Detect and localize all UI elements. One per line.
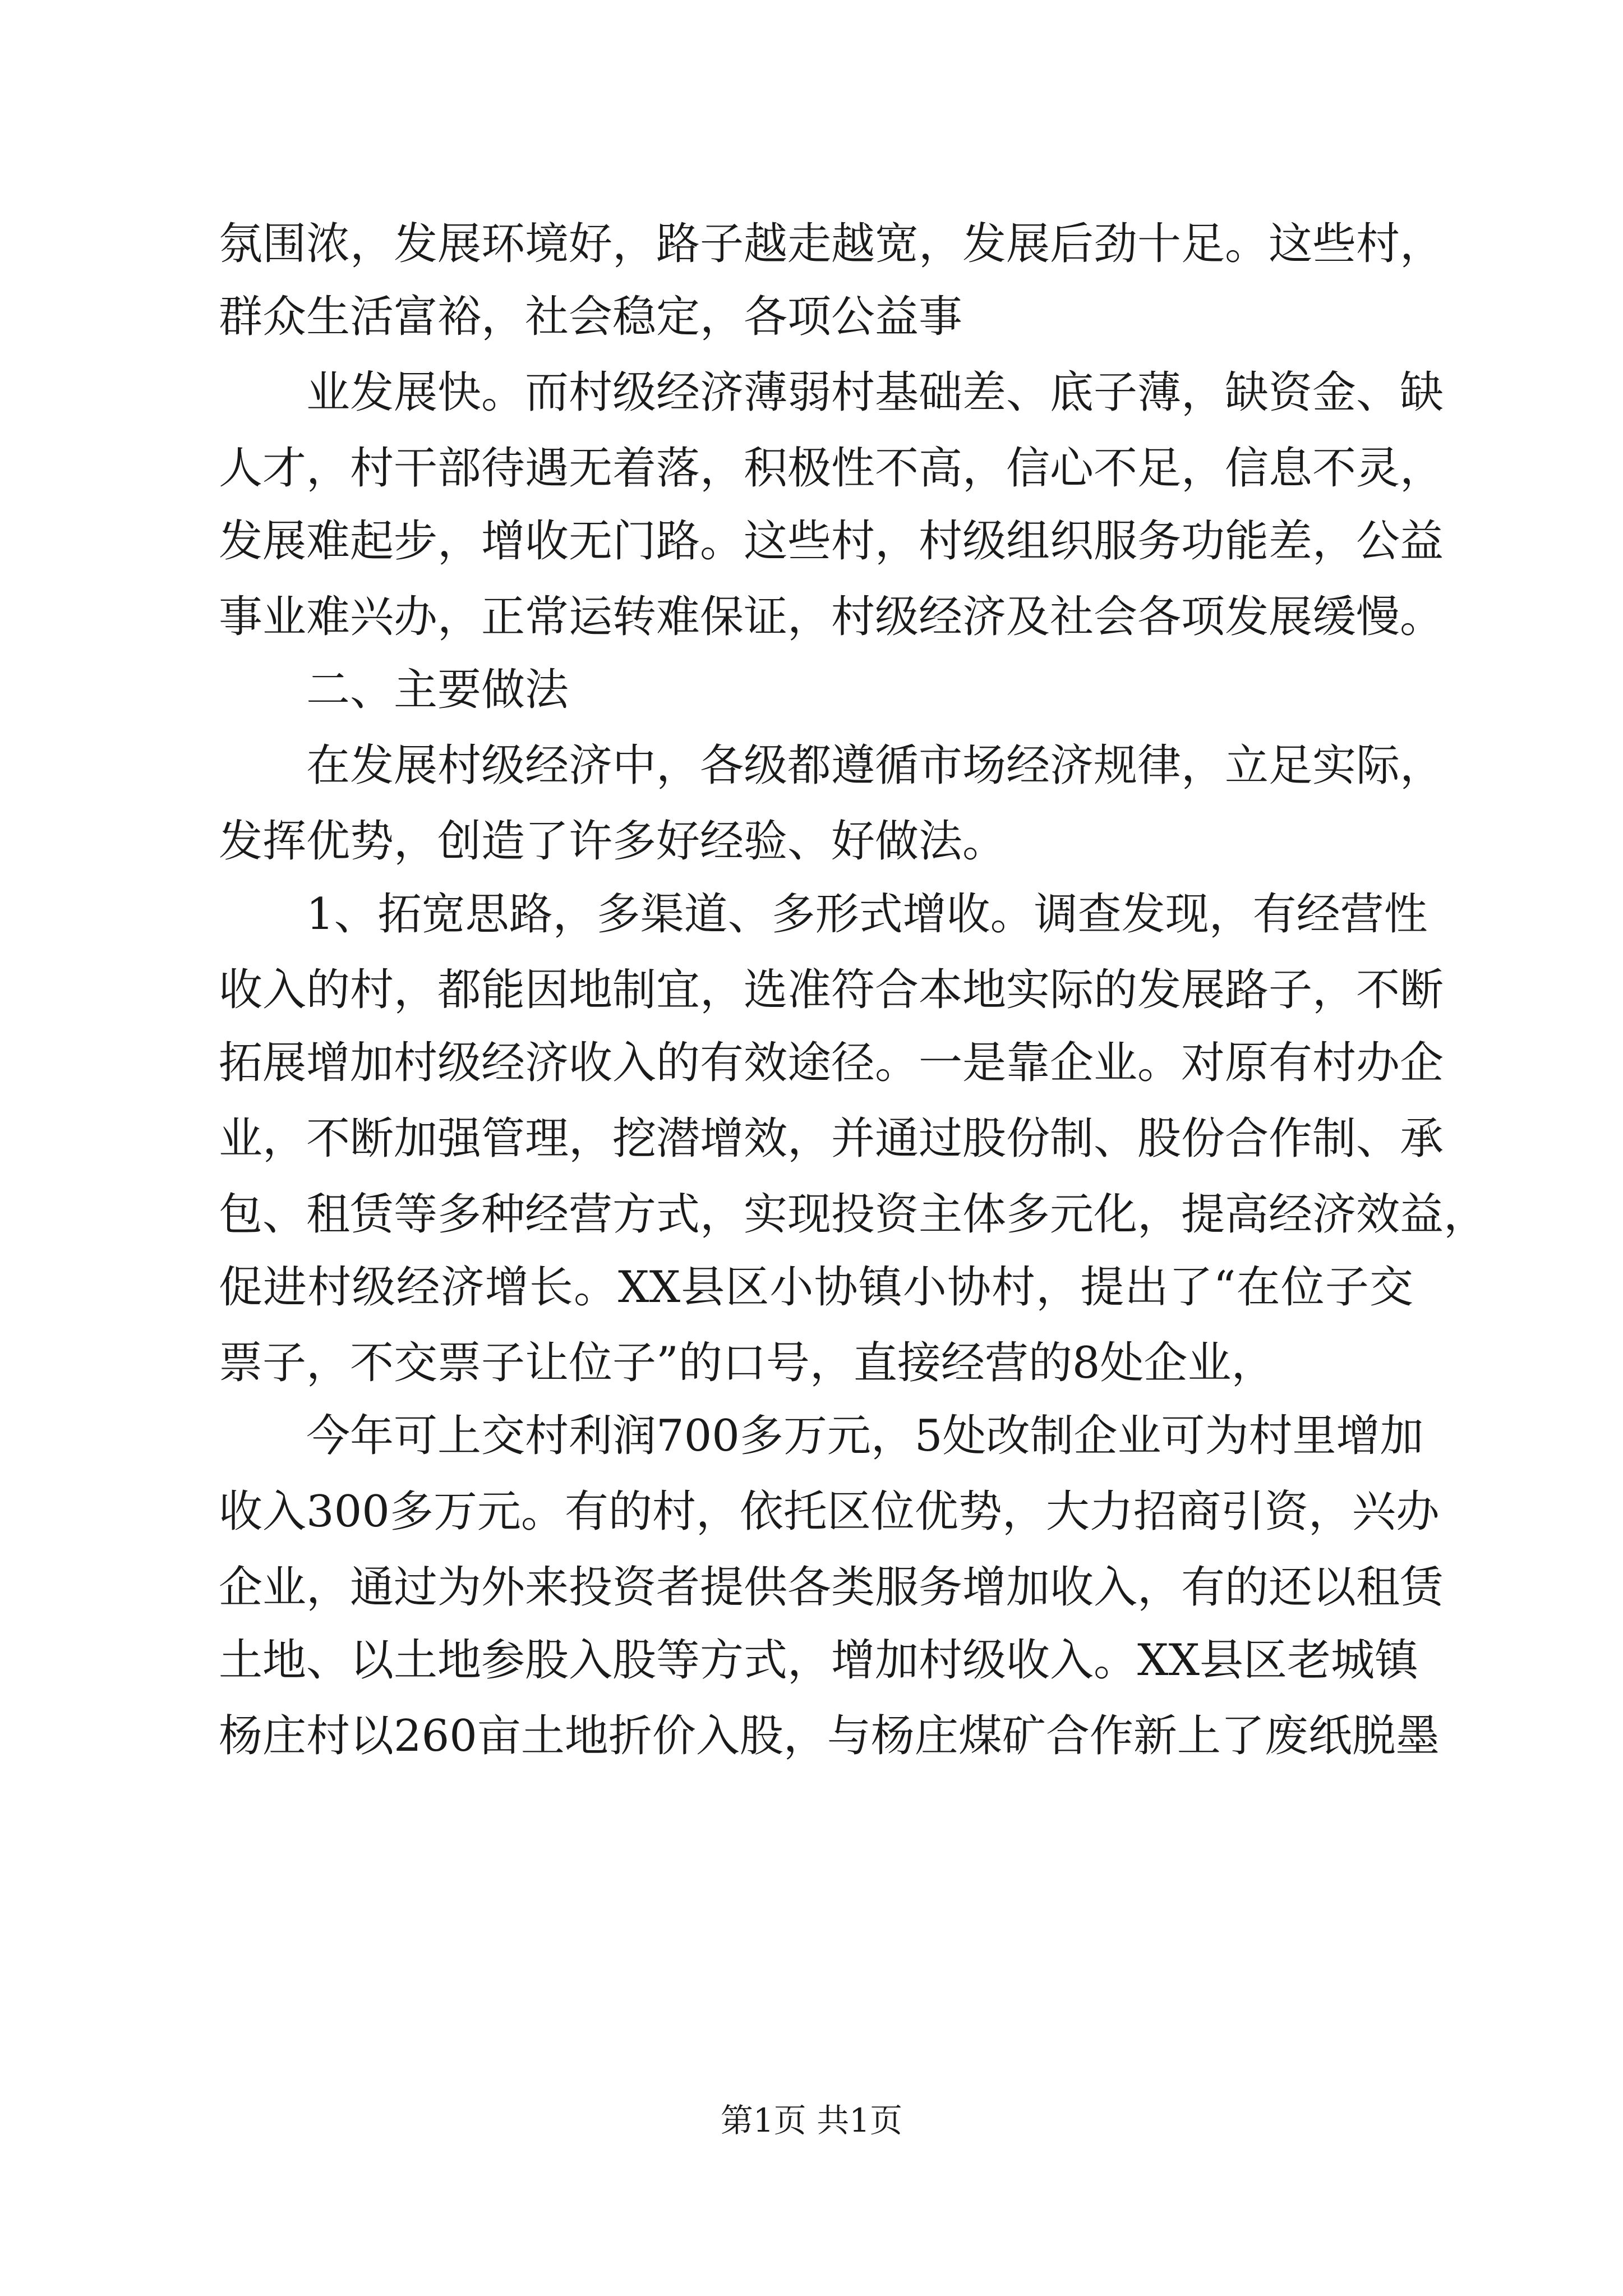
body-line: 促进村级经济增长。XX县区小协镇小协村，提出了“在位子交 (219, 1262, 1413, 1313)
body-line: 人才，村干部待遇无着落，积极性不高，信心不足，信息不灵， (219, 443, 1444, 494)
body-line: 拓展增加村级经济收入的有效途径。一是靠企业。对原有村办企 (219, 1038, 1444, 1088)
body-line: 收入300多万元。有的村，依托区位优势，大力招商引资，兴办 (219, 1487, 1440, 1537)
body-line: 杨庄村以260亩土地折价入股，与杨庄煤矿合作新上了废纸脱墨 (219, 1711, 1440, 1761)
body-line: 土地、以土地参股入股等方式，增加村级收入。XX县区老城镇 (219, 1635, 1419, 1686)
body-line: 企业，通过为外来投资者提供各类服务增加收入，有的还以租赁 (219, 1562, 1444, 1613)
body-line: 群众生活富裕，社会稳定，各项公益事 (219, 292, 963, 342)
page-footer: 第1页 共1页 (720, 2101, 903, 2139)
body-line: 发展难起步，增收无门路。这些村，村级组织服务功能差，公益 (219, 516, 1444, 567)
body-line: 票子，不交票子让位子”的口号，直接经营的8处企业， (219, 1338, 1275, 1388)
body-line: 业，不断加强管理，挖潜增效，并通过股份制、股份合作制、承 (219, 1114, 1444, 1164)
body-line: 今年可上交村利润700多万元，5处改制企业可为村里增加 (306, 1411, 1424, 1461)
section-heading: 二、主要做法 (306, 665, 569, 715)
body-line: 业发展快。而村级经济薄弱村基础差、底子薄，缺资金、缺 (306, 367, 1444, 418)
body-line: 发挥优势，创造了许多好经验、好做法。 (219, 816, 1007, 867)
body-line: 事业难兴办，正常运转难保证，村级经济及社会各项发展缓慢。 (219, 592, 1444, 642)
body-line: 氛围浓，发展环境好，路子越走越宽，发展后劲十足。这些村， (219, 219, 1444, 269)
body-line: 1、拓宽思路，多渠道、多形式增收。调查发现，有经营性 (306, 889, 1428, 940)
body-line: 收入的村，都能因地制宜，选准符合本地实际的发展路子，不断 (219, 965, 1444, 1015)
body-line: 包、租赁等多种经营方式，实现投资主体多元化，提高经济效益， (219, 1189, 1488, 1240)
body-line: 在发展村级经济中，各级都遵循市场经济规律，立足实际， (306, 740, 1444, 791)
